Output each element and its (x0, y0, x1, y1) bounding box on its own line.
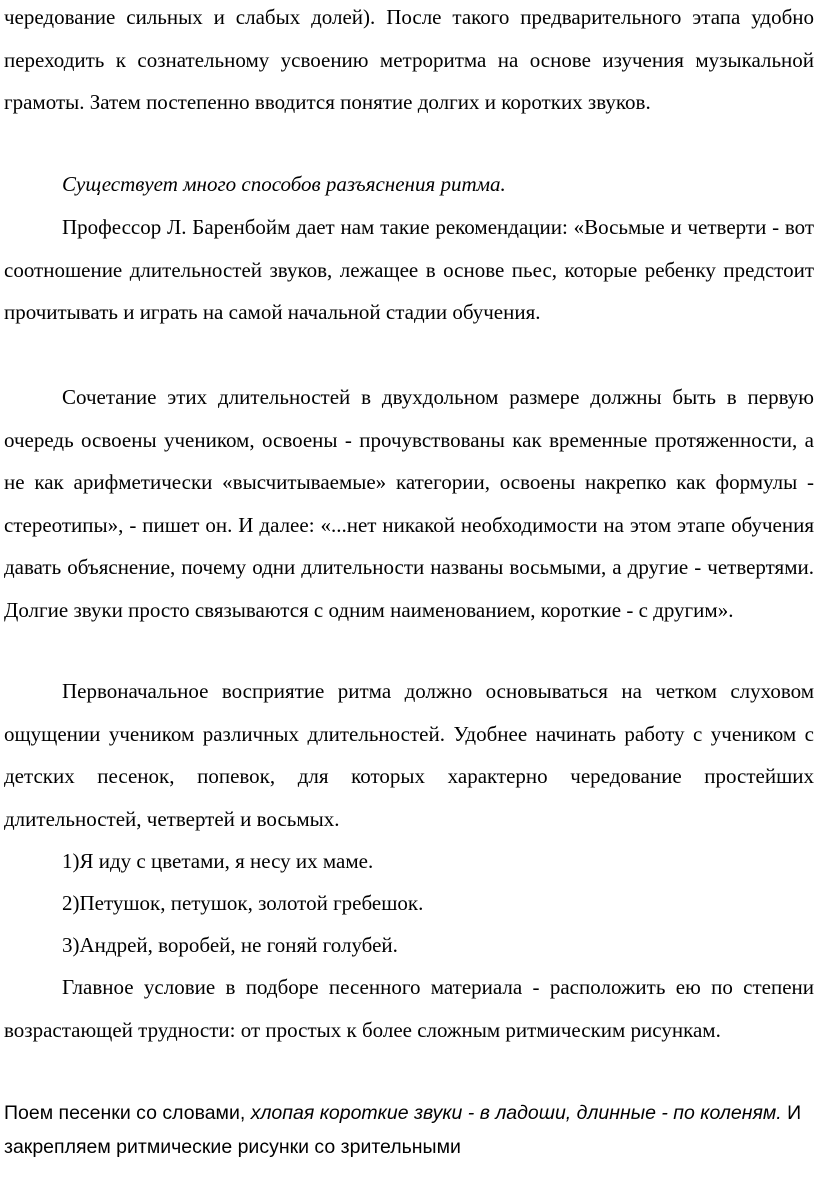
paragraph-7-italic: хлопая короткие звуки - в ладоши, длинные - по коленям. (250, 1102, 782, 1124)
paragraph-6: Главное условие в подборе песенного материала - расположить ею по степени возрастающей трудности: от простых к более сложным ритмическим рисункам. (4, 975, 814, 1042)
paragraph-7 (4, 1096, 814, 1164)
paragraph-7-start: Поем песенки со словами, (4, 1102, 251, 1124)
paragraph-4: Сочетание этих длительностей в двухдольном размере должны быть в первую очередь освоены учеником, освоены - прочувствованы как временные протяженности, а не как арифметически «высчитываемые» категории, освоены накрепко как формулы - стереотипы», - пишет он. И далее: «...нет никакой необходимости на этом этапе обучения давать объяснение, почему одни длительности названы восьмыми, а другие - четвертями. Долгие звуки просто связываются с одним наименованием, короткие - с другим». (4, 385, 814, 622)
paragraph-7-end: И закрепляем ритмические рисунки со зрительными (4, 1102, 802, 1158)
paragraph-5: Первоначальное восприятие ритма должно основываться на четком слуховом ощущении учеником различных длительностей. Удобнее начинать работу с учеником с детских песенок, попевок, для которых характерно чередование простейших длительностей, четвертей и восьмых. (4, 679, 814, 831)
paragraph-2: Существует много способов разъяснения ритма. (62, 172, 506, 196)
list-item-1: 1)Я иду с цветами, я несу их маме. (62, 849, 374, 873)
list-item-2: 2)Петушок, петушок, золотой гребешок. (62, 891, 424, 915)
paragraph-1: чередование сильных и слабых долей). После такого предварительного этапа удобно переходить к сознательному усвоению метроритма на основе изучения музыкальной грамоты. Затем постепенно вводится понятие долгих и коротких звуков. (4, 5, 814, 114)
paragraph-3: Профессор Л. Баренбойм дает нам такие рекомендации: «Восьмые и четверти - вот соотношение длительностей звуков, лежащее в основе пьес, которые ребенку предстоит прочитывать и играть на самой начальной стадии обучения. (4, 215, 814, 324)
list-item-3: 3)Андрей, воробей, не гоняй голубей. (62, 933, 398, 957)
